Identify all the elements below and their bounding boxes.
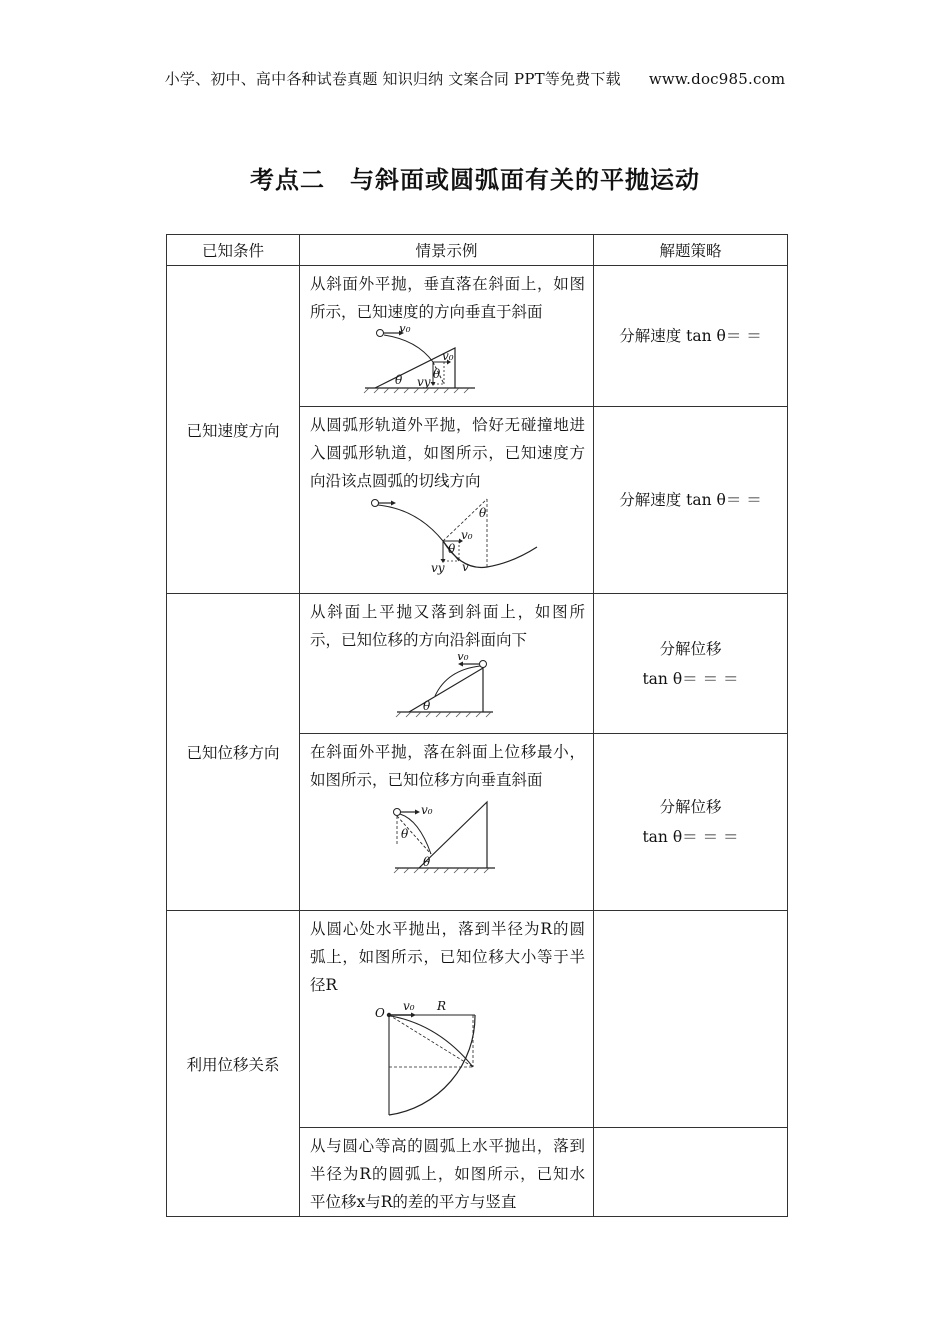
figure-incline-minimum-displacement [347,794,547,880]
label-v0: v₀ [402,999,415,1013]
strategy-line: 分解位移 [659,798,722,816]
table-row [167,911,788,1128]
scene-cell [300,266,594,407]
label-v0: v₀ [398,326,411,335]
strategy-line: tan θ＝ ＝ ＝ [642,669,739,688]
header-scene: 情景示例 [300,235,594,266]
label-theta: θ [422,699,430,713]
figure-incline-perpendicular [347,326,547,398]
strategy-line: 分解位移 [659,639,722,658]
strategy-line: 分解速度 tan θ＝ ＝ [619,491,762,509]
scene-cell [300,407,594,594]
scene-cell [300,734,594,911]
label-theta: θ [394,373,402,387]
condition-cell: 已知位移方向 [167,594,300,911]
condition-cell: 已知速度方向 [167,266,300,594]
table-row [167,266,788,407]
label-theta: θ [422,855,430,869]
strategy-cell [594,594,788,734]
figure-arc-from-center [347,999,547,1119]
label-theta: θ [432,367,440,381]
strategy-cell [594,734,788,911]
header-condition: 已知条件 [167,235,300,266]
strategy-cell [594,911,788,1128]
method-table [166,234,788,1217]
table-row [167,594,788,734]
scene-text: 从斜面外平抛，垂直落在斜面上，如图所示，已知速度的方向垂直于斜面 [310,275,585,321]
label-v: v [461,560,469,574]
label-O: O [374,1006,385,1020]
label-theta: θ [447,542,455,556]
header-strategy: 解题策略 [594,235,788,266]
label-v0: v₀ [456,654,469,663]
page-header [0,68,950,89]
scene-text: 从与圆心等高的圆弧上水平抛出，落到半径为R的圆弧上，如图所示，已知水平位移x与R的差的平方与竖直 [310,1137,585,1211]
label-v0: v₀ [441,349,454,363]
strategy-line: 分解速度 tan θ＝ ＝ [619,327,762,345]
scene-cell [300,1128,594,1217]
strategy-cell [594,1128,788,1217]
scene-text: 在斜面外平抛，落在斜面上位移最小，如图所示，已知位移方向垂直斜面 [310,743,585,789]
label-vy: vy [416,375,431,389]
header-site[interactable]: www.doc985.com [648,70,786,88]
header-text: 小学、初中、高中各种试卷真题 知识归纳 文案合同 PPT等免费下载 [164,70,621,88]
label-theta: θ [400,827,408,841]
label-v0: v₀ [420,803,433,817]
strategy-cell [594,266,788,407]
label-R: R [436,999,446,1013]
condition-cell: 利用位移关系 [167,911,300,1217]
figure-incline-onto-incline [347,654,547,720]
table-header-row [167,235,788,266]
page-title: 考点二 与斜面或圆弧面有关的平抛运动 [250,165,700,194]
scene-text: 从圆心处水平抛出，落到半径为R的圆弧上，如图所示，已知位移大小等于半径R [310,920,585,994]
scene-cell [300,594,594,734]
scene-cell [300,911,594,1128]
strategy-line: tan θ＝ ＝ ＝ [642,828,739,846]
label-vy: vy [430,561,445,575]
strategy-cell [594,407,788,594]
figure-arc-tangent [347,495,547,575]
scene-text: 从斜面上平抛又落到斜面上，如图所示，已知位移的方向沿斜面向下 [310,603,585,649]
label-v0: v₀ [460,528,473,542]
label-theta: θ [478,506,486,520]
scene-text: 从圆弧形轨道外平抛，恰好无碰撞地进入圆弧形轨道，如图所示，已知速度方向沿该点圆弧的切线方向 [310,416,585,490]
